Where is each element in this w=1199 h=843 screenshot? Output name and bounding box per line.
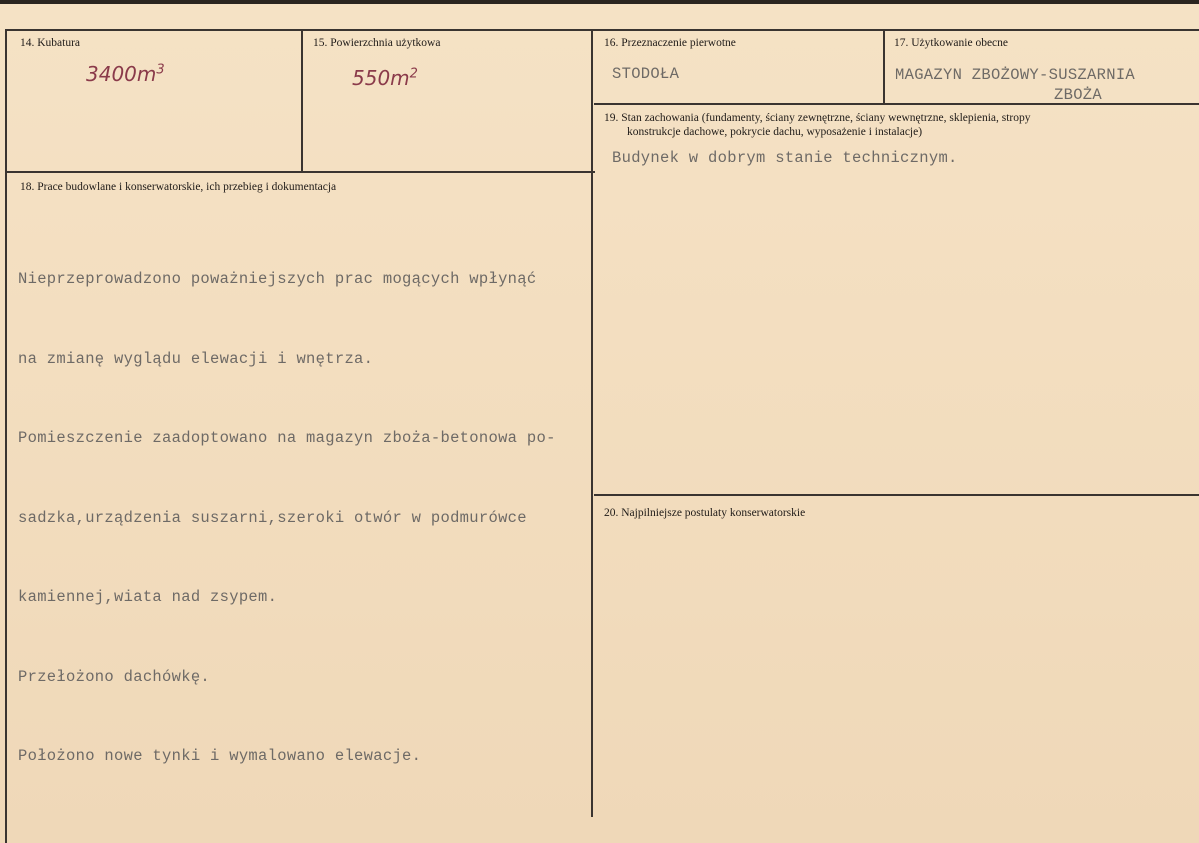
field-14-value: [86, 62, 165, 86]
field-18-text: [18, 213, 556, 823]
field-16-value: STODOŁA: [612, 65, 680, 83]
inventory-card: [0, 4, 1199, 843]
field-15-exponent: 2: [409, 66, 418, 82]
field-18-line: Przełożono dachówkę.: [18, 667, 211, 686]
field-18-line: Pomieszczenie zaadoptowano na magazyn zboża-betonowa po-: [18, 429, 556, 447]
field-16-label: 16. Przeznaczenie pierwotne: [604, 37, 736, 49]
row-divider-f20: [594, 494, 1199, 496]
field-15-number: 550m: [352, 66, 410, 90]
col-divider-left: [5, 29, 7, 843]
col-divider-14-15: [301, 29, 303, 172]
field-19-value: Budynek w dobrym stanie technicznym.: [612, 149, 958, 167]
field-17-value-line2: ZBOŻA: [1054, 86, 1103, 104]
field-17-label: 17. Użytkowanie obecne: [894, 37, 1009, 49]
field-19-label-line2: konstrukcje dachowe, pokrycie dachu, wyposażenie i instalacje): [627, 126, 923, 138]
col-divider-16-17: [883, 29, 885, 104]
field-15-label: 15. Powierzchnia użytkowa: [313, 37, 441, 49]
field-18-line: Nieprzeprowadzono poważniejszych prac mogących wpłynąć: [18, 270, 537, 288]
field-19-label-line1: 19. Stan zachowania (fundamenty, ściany zewnętrzne, ściany wewnętrzne, sklepienia, stropy: [604, 112, 1031, 124]
field-15-value: [352, 66, 418, 90]
field-18-line: Położono nowe tynki i wymalowano elewacje.: [18, 747, 422, 765]
field-18-line: kamiennej,wiata nad zsypem.: [18, 588, 278, 606]
field-18-label: 18. Prace budowlane i konserwatorskie, ich przebieg i dokumentacja: [20, 181, 337, 193]
field-17-value-line1: MAGAZYN ZBOŻOWY-SUSZARNIA: [895, 66, 1136, 84]
field-14-label: 14. Kubatura: [20, 37, 81, 49]
row-divider-top: [5, 29, 1199, 31]
field-14-number: 3400m: [86, 62, 157, 86]
field-18-line: na zmianę wyglądu elewacji i wnętrza.: [18, 349, 374, 368]
field-14-exponent: 3: [156, 62, 165, 78]
field-18-line: sadzka,urządzenia suszarni,szeroki otwór w podmurówce: [18, 508, 527, 527]
row-divider-f19: [594, 103, 1199, 105]
field-20-label: 20. Najpilniejsze postulaty konserwatorskie: [604, 507, 806, 519]
col-divider-main: [591, 29, 593, 817]
row-divider-f18: [5, 171, 595, 173]
